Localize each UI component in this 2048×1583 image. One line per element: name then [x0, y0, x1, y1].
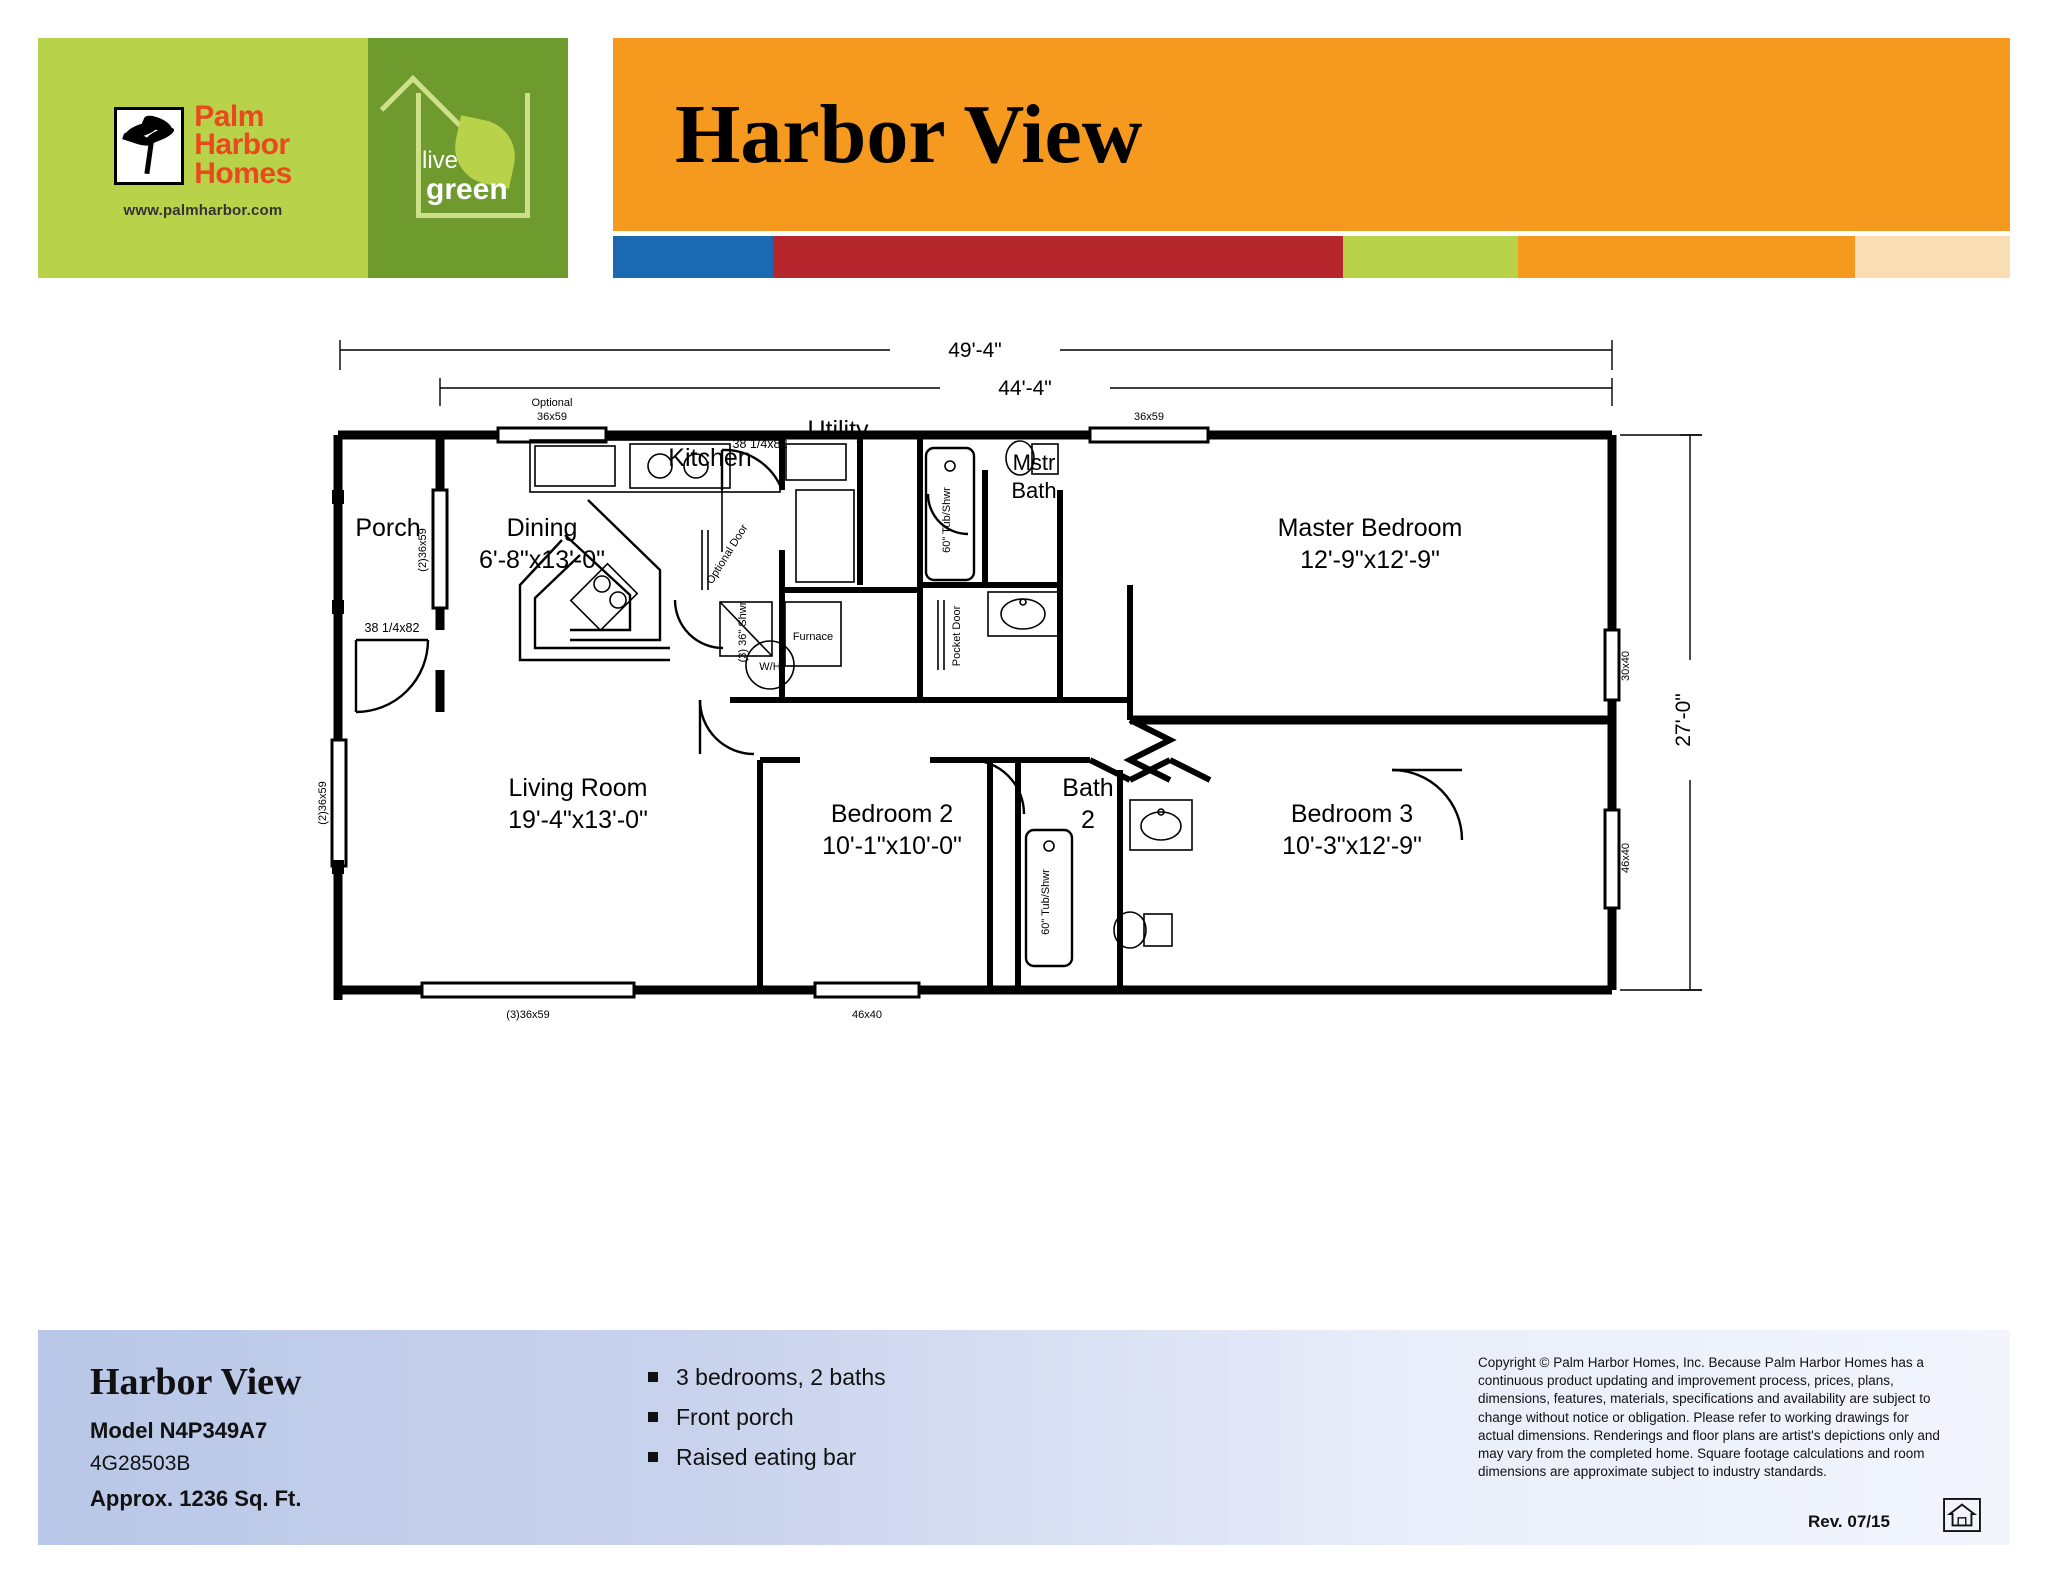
label-water-heater: W/H [759, 661, 781, 673]
label-window-left-lower: (2)36x59 [317, 781, 329, 825]
room-dining-dims: 6'-8"x13'-0" [479, 546, 605, 574]
label-shower: (3) 36" Shwr [737, 601, 749, 663]
dimension-top-outer [340, 336, 1612, 370]
footer-model: Model N4P349A7 [90, 1418, 268, 1443]
room-master-bedroom-dims: 12'-9"x12'-9" [1300, 546, 1440, 574]
live-label: live [422, 147, 459, 174]
feature-list [648, 1364, 886, 1484]
page-header [38, 38, 2010, 278]
page-footer [38, 1330, 2010, 1545]
dimension-top-inner [440, 374, 1612, 406]
color-stripe-green [1343, 236, 1518, 278]
equal-housing-opportunity-icon [1943, 1498, 1981, 1532]
room-porch: Porch [355, 514, 421, 542]
room-bath2-2: 2 [1081, 806, 1095, 834]
revision-label: Rev. 07/15 [1808, 1512, 1890, 1531]
room-utility: Utility [807, 416, 869, 444]
logo-line-2: Harbor [194, 128, 290, 162]
window-optional-top-left [498, 397, 606, 442]
palm-tree-icon [114, 107, 184, 185]
label-window-top-right: 36x59 [1134, 411, 1164, 423]
label-optional: Optional [531, 397, 573, 409]
window-right-upper [1605, 630, 1632, 700]
room-mstr-bath-1: Mstr [1012, 450, 1056, 475]
room-bedroom2-dims: 10'-1"x10'-0" [822, 832, 962, 860]
logo-line-1: Palm [194, 99, 264, 133]
dim-overall-inner: 44'-4" [998, 377, 1052, 400]
room-labels [355, 416, 1462, 860]
shower-stall [720, 601, 772, 662]
green-label: green [426, 173, 508, 206]
page-title: Harbor View [675, 88, 1143, 181]
floorplan-svg [317, 339, 1810, 1260]
label-window-bottom-center: 46x40 [852, 1009, 882, 1021]
label-optional-door-1: Optional Door [704, 522, 751, 587]
color-stripe-red [773, 236, 1343, 278]
furnace-closet [785, 602, 841, 666]
feature-item: 3 bedrooms, 2 baths [648, 1364, 886, 1391]
window-right-lower [1605, 810, 1632, 908]
label-optional-size: 36x59 [537, 411, 567, 423]
title-banner [613, 38, 2010, 231]
bath2-vanity [1130, 800, 1192, 850]
dim-overall-outer: 49'-4" [948, 339, 1002, 362]
label-bath2-tub: 60" Tub/Shwr [1040, 869, 1052, 935]
footer-code: 4G28503B [90, 1452, 191, 1475]
pocket-door-optional [702, 522, 751, 590]
color-stripe-blue [613, 236, 773, 278]
legal-disclaimer: Copyright © Palm Harbor Homes, Inc. Because Palm Harbor Homes has a continuous product updating and improvement process, prices, plans, dimensions, features, materials, specifications and availability are subject to change without notice or obligation. Please refer to working drawings for actual dimensions. Renderings and floor plans are artist's depictions only and may vary from the completed home. Square footage calculations and room dimensions are approximate subject to industry standards. [1478, 1355, 1940, 1480]
door-left-exterior [356, 621, 428, 712]
color-stripe-orange [1518, 236, 1855, 278]
color-stripe-peach [1855, 236, 2010, 278]
room-living-dims: 19'-4"x13'-0" [508, 806, 648, 834]
master-vanity [988, 592, 1058, 636]
label-door-left: 38 1/4x82 [364, 621, 420, 635]
room-mstr-bath-2: Bath [1011, 478, 1057, 503]
water-heater [746, 641, 794, 689]
logo-line-3: Homes [194, 156, 292, 190]
floorplan-drawing [317, 339, 1810, 1260]
label-window-bottom-left: (3)36x59 [506, 1009, 550, 1021]
dimension-right-depth [1620, 435, 1706, 990]
interior-walls [730, 435, 1612, 990]
dim-depth: 27'-0" [1672, 693, 1695, 747]
footer-plan-title: Harbor View [90, 1361, 302, 1403]
room-living: Living Room [508, 774, 648, 802]
window-top-right [1090, 411, 1208, 442]
label-master-tub: 60" Tub/Shwr [941, 487, 953, 553]
palm-harbor-logo [38, 38, 368, 278]
room-master-bedroom: Master Bedroom [1277, 514, 1463, 542]
room-bath2-1: Bath [1062, 774, 1114, 802]
pocket-door-master [938, 600, 963, 670]
window-bottom-center [815, 983, 919, 1021]
room-bedroom3-dims: 10'-3"x12'-9" [1282, 832, 1422, 860]
window-bottom-left [422, 983, 634, 1021]
label-window-left-upper: (2)36x59 [417, 528, 429, 572]
label-furnace: Furnace [792, 631, 834, 643]
live-green-badge [368, 38, 568, 278]
room-dining: Dining [506, 514, 578, 542]
window-left-upper [417, 490, 447, 608]
feature-item: Front porch [648, 1404, 886, 1431]
feature-item: Raised eating bar [648, 1444, 886, 1471]
bath2-tub [1026, 830, 1072, 966]
footer-sqft: Approx. 1236 Sq. Ft. [90, 1486, 302, 1511]
label-pocket-door: Pocket Door [951, 605, 963, 667]
window-left-lower [317, 740, 346, 866]
label-window-right-lower: 46x40 [1620, 843, 1632, 873]
label-door-top: 38 1/4x82 [732, 437, 788, 451]
room-kitchen: Kitchen [668, 444, 752, 472]
label-window-right-upper: 30x40 [1620, 651, 1632, 681]
room-bedroom2: Bedroom 2 [830, 800, 954, 828]
room-bedroom3: Bedroom 3 [1290, 800, 1414, 828]
company-website: www.palmharbor.com [123, 202, 283, 220]
